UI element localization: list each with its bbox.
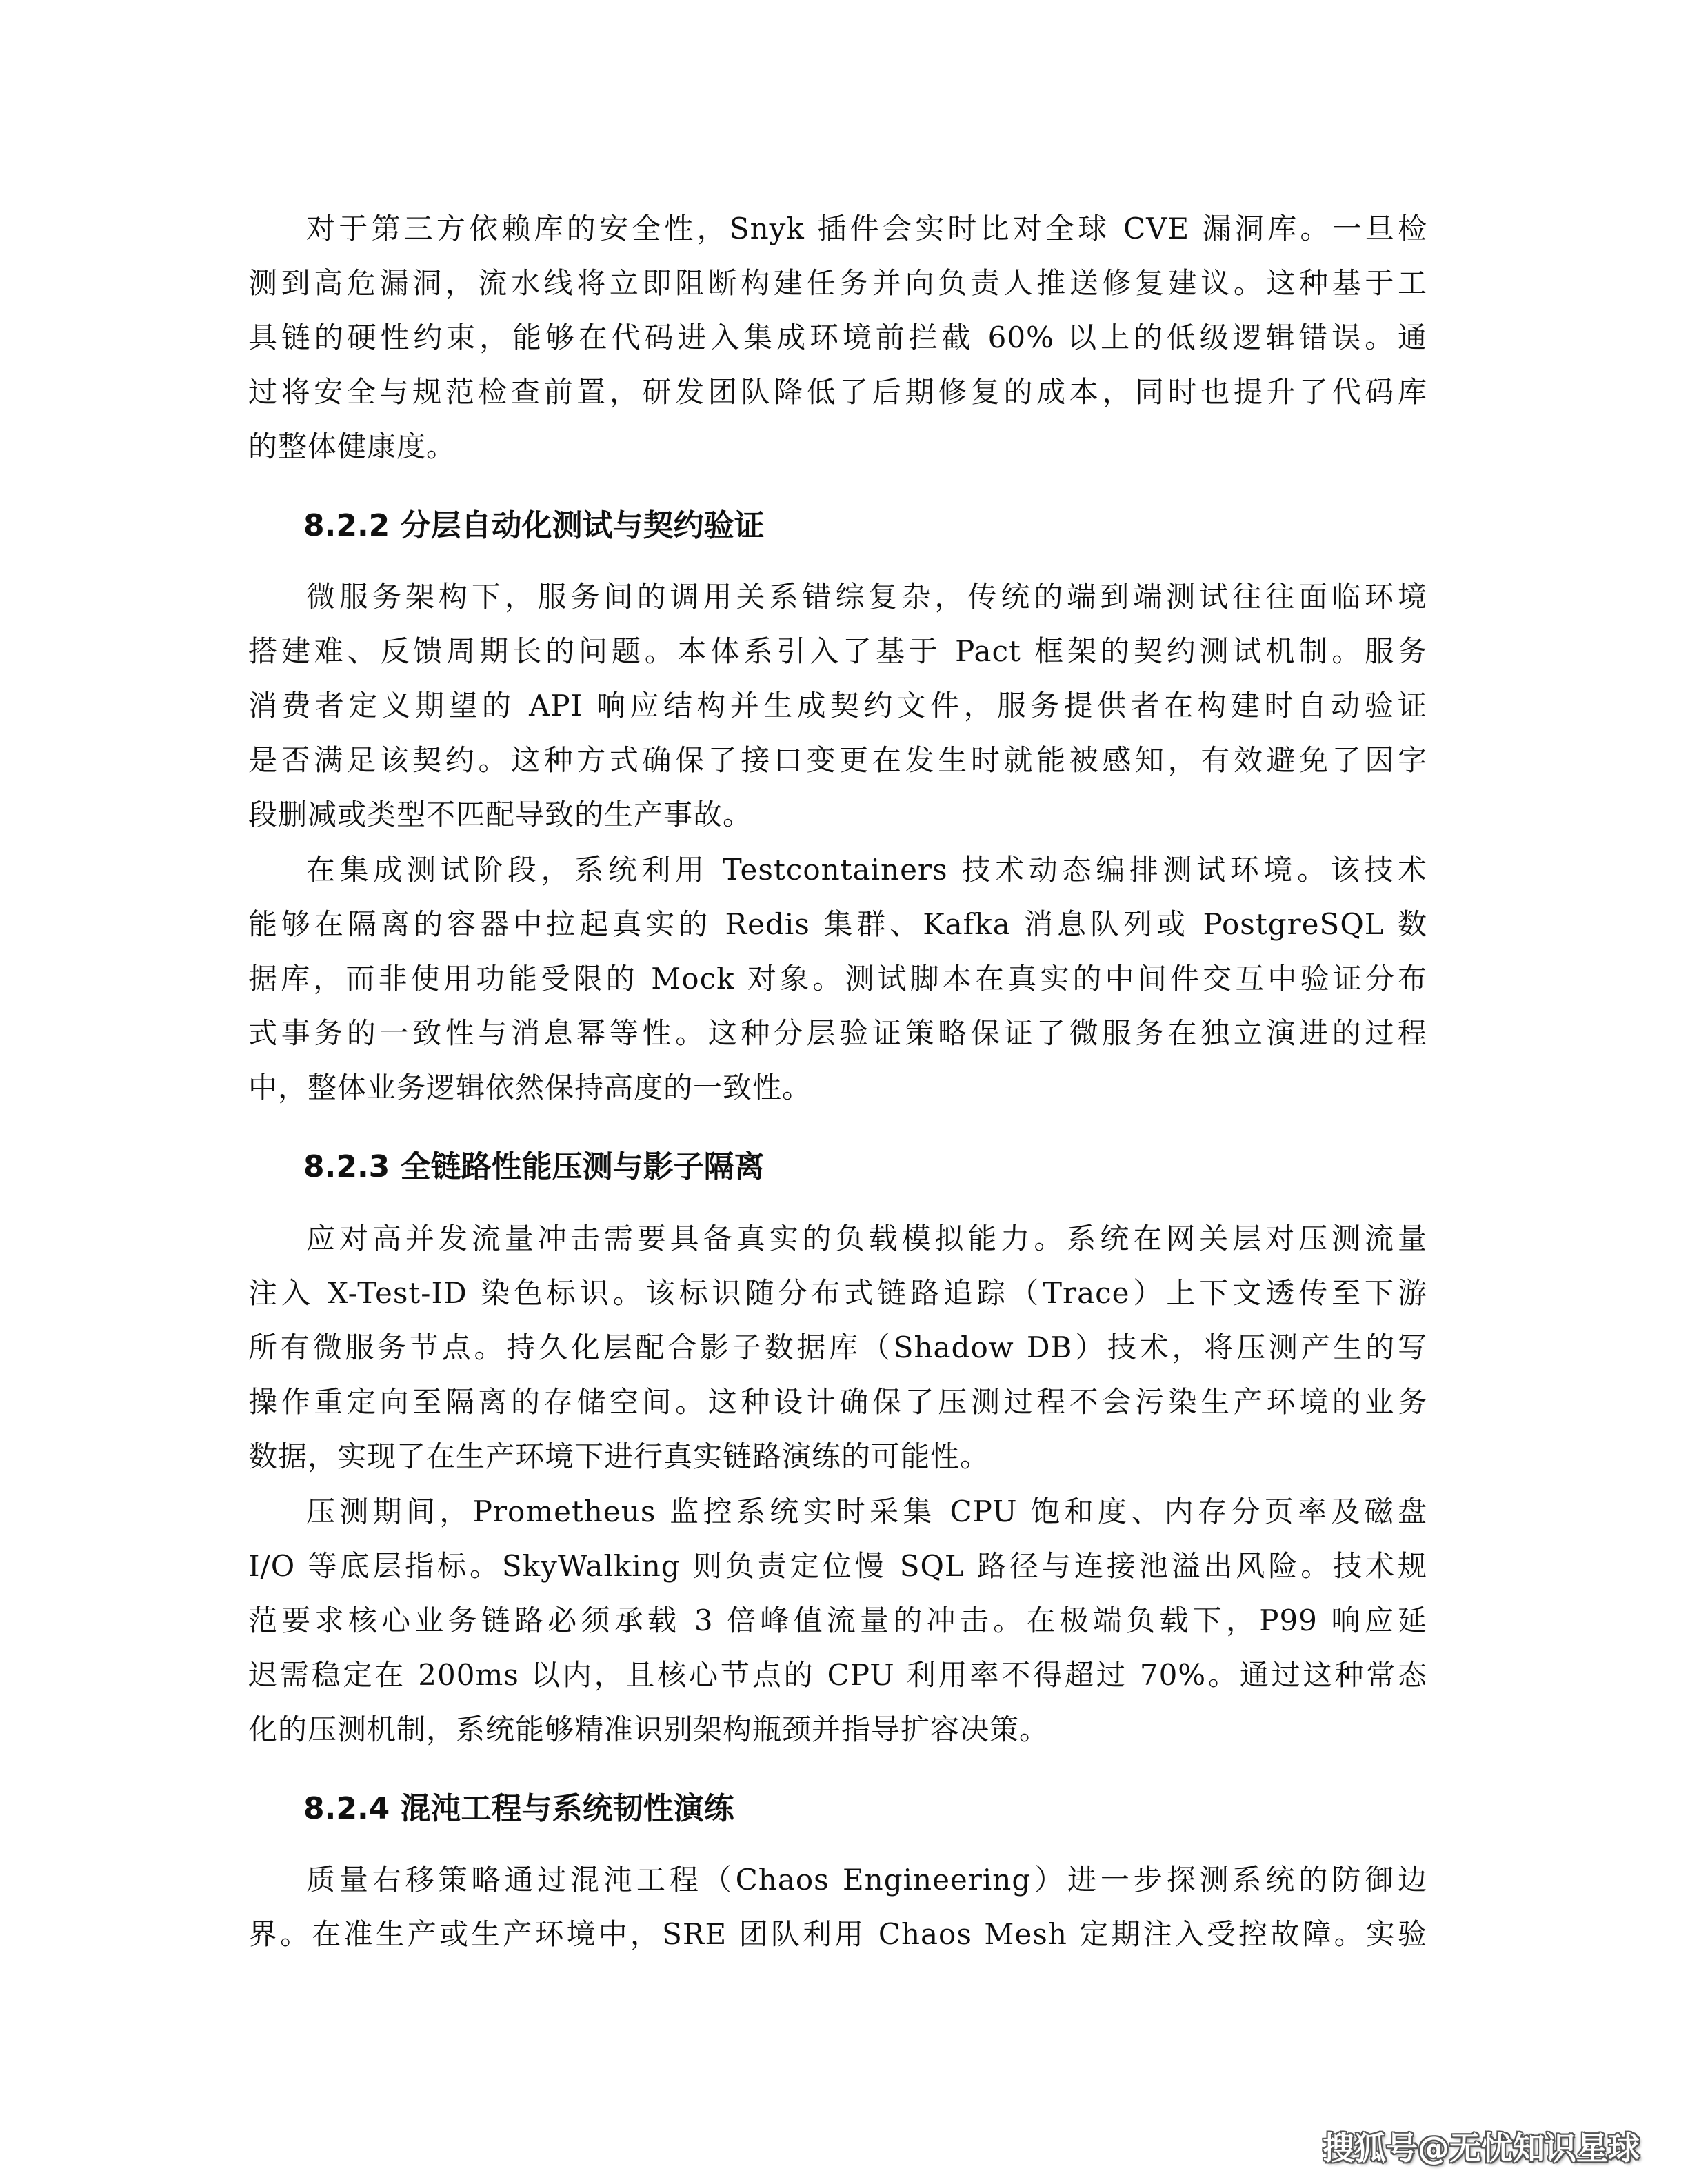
text-line: 注入 X-Test-ID 染色标识。该标识随分布式链路追踪（Trace）上下文透传至下游 bbox=[248, 1276, 1427, 1310]
text-line: 界。在准生产或生产环境中，SRE 团队利用 Chaos Mesh 定期注入受控故障。实验 bbox=[248, 1917, 1427, 1951]
text-line: 测到高危漏洞，流水线将立即阻断构建任务并向负责人推送修复建议。这种基于工 bbox=[248, 266, 1427, 300]
text-line: 迟需稳定在 200ms 以内，且核心节点的 CPU 利用率不得超过 70%。通过这种常态 bbox=[248, 1658, 1427, 1692]
section-heading-8-2-4: 8.2.4 混沌工程与系统韧性演练 bbox=[303, 1791, 734, 1826]
text-line: 据库，而非使用功能受限的 Mock 对象。测试脚本在真实的中间件交互中验证分布 bbox=[248, 962, 1427, 995]
paragraph-load-testing bbox=[248, 1211, 1427, 1484]
paragraph-integration-testing bbox=[248, 842, 1427, 1115]
text-line: 消费者定义期望的 API 响应结构并生成契约文件，服务提供者在构建时自动验证 bbox=[248, 689, 1427, 722]
text-line: 具链的硬性约束，能够在代码进入集成环境前拦截 60% 以上的低级逻辑错误。通 bbox=[248, 321, 1427, 354]
text-line: 的整体健康度。 bbox=[248, 429, 456, 463]
text-line: 式事务的一致性与消息幂等性。这种分层验证策略保证了微服务在独立演进的过程 bbox=[248, 1016, 1427, 1050]
text-line: 化的压测机制，系统能够精准识别架构瓶颈并指导扩容决策。 bbox=[248, 1712, 1049, 1746]
section-heading-8-2-3: 8.2.3 全链路性能压测与影子隔离 bbox=[303, 1149, 765, 1184]
section-heading-8-2-2: 8.2.2 分层自动化测试与契约验证 bbox=[303, 508, 765, 543]
text-line: 微服务架构下，服务间的调用关系错综复杂，传统的端到端测试往往面临环境 bbox=[306, 580, 1427, 614]
text-line: 压测期间，Prometheus 监控系统实时采集 CPU 饱和度、内存分页率及磁盘 bbox=[306, 1495, 1427, 1528]
text-line: I/O 等底层指标。SkyWalking 则负责定位慢 SQL 路径与连接池溢出风险。技术规 bbox=[248, 1549, 1427, 1583]
text-line: 质量右移策略通过混沌工程（Chaos Engineering）进一步探测系统的防御边 bbox=[306, 1863, 1427, 1897]
paragraph-chaos-engineering bbox=[248, 1852, 1427, 1961]
watermark-text: 搜狐号@无忧知识星球 bbox=[1323, 2130, 1640, 2167]
text-line: 所有微服务节点。持久化层配合影子数据库（Shadow DB）技术，将压测产生的写 bbox=[248, 1331, 1427, 1364]
text-line: 数据，实现了在生产环境下进行真实链路演练的可能性。 bbox=[248, 1439, 990, 1473]
text-line: 中，整体业务逻辑依然保持高度的一致性。 bbox=[248, 1071, 812, 1104]
text-line: 能够在隔离的容器中拉起真实的 Redis 集群、Kafka 消息队列或 PostgreSQL 数 bbox=[248, 907, 1427, 941]
text-line: 对于第三方依赖库的安全性，Snyk 插件会实时比对全球 CVE 漏洞库。一旦检 bbox=[306, 212, 1427, 245]
text-line: 在集成测试阶段，系统利用 Testcontainers 技术动态编排测试环境。该技术 bbox=[306, 853, 1427, 887]
paragraph-contract-testing bbox=[248, 569, 1427, 842]
text-line: 应对高并发流量冲击需要具备真实的负载模拟能力。系统在网关层对压测流量 bbox=[306, 1222, 1427, 1255]
text-line: 是否满足该契约。这种方式确保了接口变更在发生时就能被感知，有效避免了因字 bbox=[248, 743, 1427, 777]
paragraph-monitoring bbox=[248, 1484, 1427, 1757]
text-line: 搭建难、反馈周期长的问题。本体系引入了基于 Pact 框架的契约测试机制。服务 bbox=[248, 634, 1427, 668]
text-line: 段删减或类型不匹配导致的生产事故。 bbox=[248, 798, 753, 831]
text-line: 操作重定向至隔离的存储空间。这种设计确保了压测过程不会污染生产环境的业务 bbox=[248, 1385, 1427, 1419]
text-line: 过将安全与规范检查前置，研发团队降低了后期修复的成本，同时也提升了代码库 bbox=[248, 375, 1427, 409]
text-line: 范要求核心业务链路必须承载 3 倍峰值流量的冲击。在极端负载下，P99 响应延 bbox=[248, 1604, 1427, 1637]
paragraph-dependency-security bbox=[248, 201, 1427, 474]
